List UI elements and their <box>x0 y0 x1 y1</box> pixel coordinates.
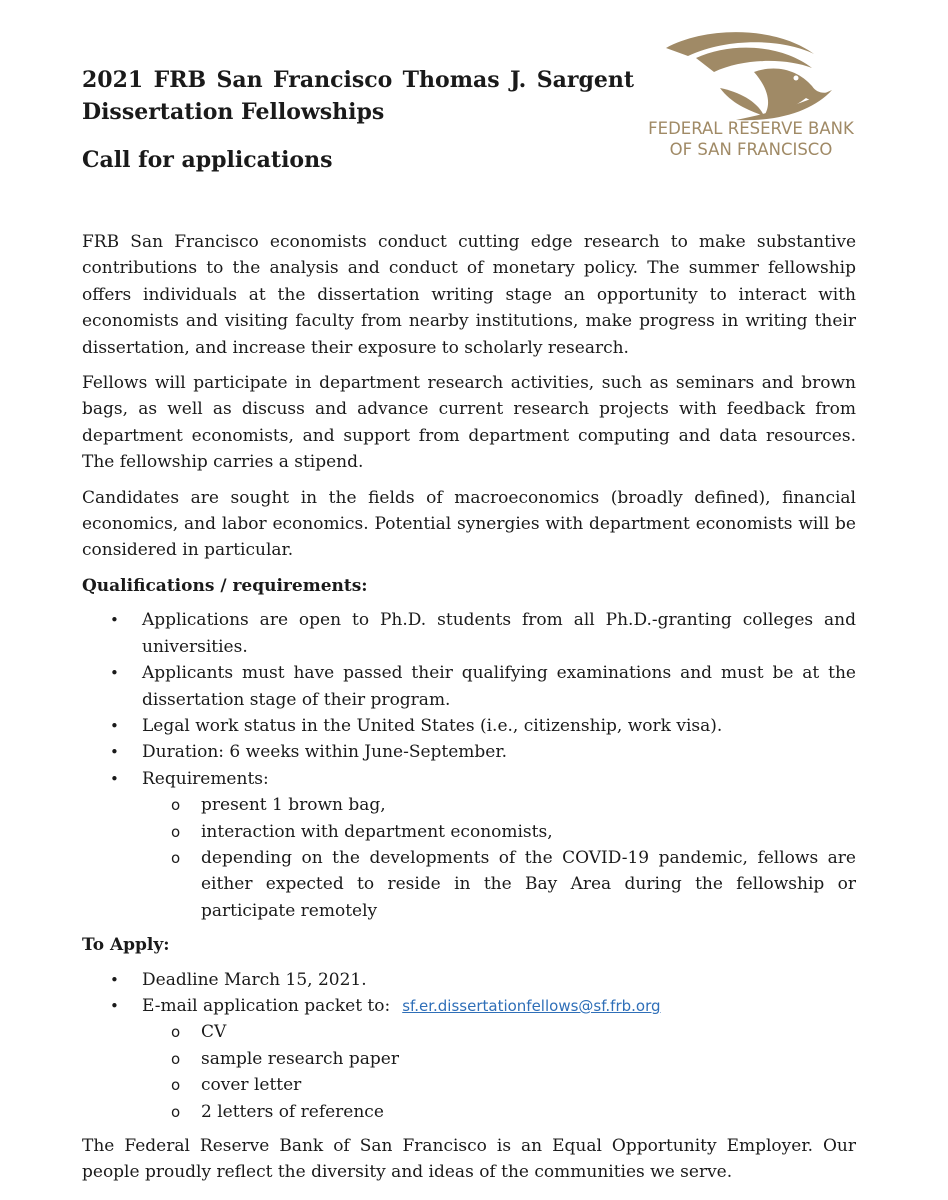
sub-bullet-icon: o <box>171 1049 181 1068</box>
list-item: • Applicants must have passed their qualifying examinations and must be at the dissertation stage of their program. <box>82 660 856 713</box>
bullet-icon: • <box>110 769 119 788</box>
email-label: E-mail application packet to: <box>142 995 391 1016</box>
list-item: • Duration: 6 weeks within June-September. <box>82 739 856 765</box>
list-item: • Applications are open to Ph.D. students from all Ph.D.-granting colleges and universities. <box>82 607 856 660</box>
qualifications-list <box>82 607 856 924</box>
intro-paragraph: FRB San Francisco economists conduct cutting edge research to make substantive contributions to the analysis and conduct of monetary policy. The summer fellowship offers individuals at the dissertation writing stage an opportunity to interact with economists and visiting faculty from nearby institutions, make progress in writing their dissertation, and increase their exposure to scholarly research. <box>82 232 856 358</box>
list-item: • Deadline March 15, 2021. <box>82 967 856 993</box>
document-subtitle: Call for applications <box>82 147 333 173</box>
logo-wordmark <box>636 118 866 160</box>
activities-paragraph: Fellows will participate in department research activities, such as seminars and brown bags, as well as discuss and advance current research projects with feedback from department economists, and support from department computing and data resources. The fellowship carries a stipend. <box>82 373 856 473</box>
sub-bullet-icon: o <box>171 796 181 815</box>
document-title: 2021 FRB San Francisco Thomas J. Sargent Dissertation Fellowships <box>82 67 634 125</box>
sub-bullet-icon: o <box>171 1102 181 1121</box>
document-body <box>82 229 856 1195</box>
logo-line-2: OF SAN FRANCISCO <box>669 140 833 159</box>
sub-bullet-icon: o <box>171 1023 181 1042</box>
list-item: o depending on the developments of the COVID-19 pandemic, fellows are either expected to reside in the Bay Area during the fellowship or participate remotely <box>142 845 856 924</box>
list-item: o sample research paper <box>142 1046 856 1072</box>
equal-opportunity-statement: The Federal Reserve Bank of San Francisco is an Equal Opportunity Employer. Our people proudly reflect the diversity and ideas of the communities we serve. <box>82 1136 856 1183</box>
requirements-sublist <box>142 792 856 924</box>
list-item: o cover letter <box>142 1072 856 1098</box>
bullet-icon: • <box>110 970 119 989</box>
bullet-icon: • <box>110 743 119 762</box>
bullet-icon: • <box>110 996 119 1015</box>
bullet-icon: • <box>110 664 119 683</box>
sub-bullet-icon: o <box>171 1076 181 1095</box>
sub-bullet-icon: o <box>171 822 181 841</box>
apply-heading: To Apply: <box>82 935 170 956</box>
list-item: o CV <box>142 1019 856 1045</box>
list-item: o 2 letters of reference <box>142 1099 856 1125</box>
bullet-icon: • <box>110 611 119 630</box>
list-item: o present 1 brown bag, <box>142 792 856 818</box>
email-link[interactable]: sf.er.dissertationfellows@sf.frb.org <box>402 996 661 1015</box>
packet-sublist <box>142 1019 856 1125</box>
list-item: o interaction with department economists, <box>142 819 856 845</box>
list-item: • Legal work status in the United States (i.e., citizenship, work visa). <box>82 713 856 739</box>
sub-bullet-icon: o <box>171 848 181 867</box>
apply-list <box>82 967 856 1125</box>
list-item <box>82 993 856 1125</box>
list-item: • Requirements: o present 1 brown bag, o interaction with department economists, o depending on the developments of the COVID-19 pandemic, fellows are either expected to reside in the Bay Area during the fellowship or participate remotely <box>82 766 856 924</box>
qualifications-heading: Qualifications / requirements: <box>82 575 368 596</box>
bullet-icon: • <box>110 716 119 735</box>
logo-line-1: FEDERAL RESERVE BANK <box>648 119 854 138</box>
candidates-paragraph: Candidates are sought in the fields of macroeconomics (broadly defined), financial economics, and labor economics. Potential synergies with department economists will be considered in particular. <box>82 487 856 561</box>
